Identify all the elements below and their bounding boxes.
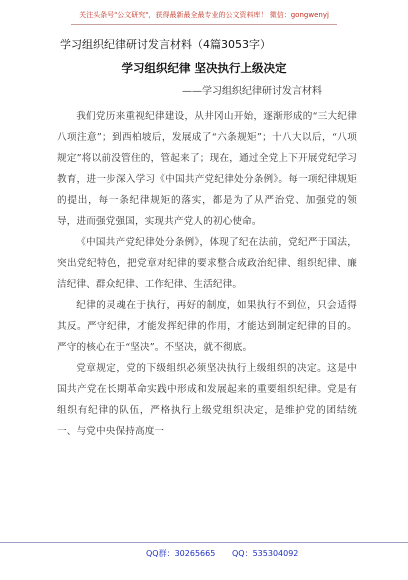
paragraph: 我们党历来重视纪律建设，从井冈山开始，逐渐形成的“三大纪律八项注意”；到西柏坡后，发展成了“六条规矩”；十八大以后，“八项规定”将以前没管住的，管起来了；现在，通过全党上下开展党纪学习教育，进一步深入学习《中国共产党纪律处分条例》。每一项纪律规矩的提出，每一条纪律规矩的落实，都是为了从严治党、加强党的领导，进而强党强国，实现共产党人的初心使命。 [57,111,357,227]
section-heading: 学习组织纪律 坚决执行上级决定 [121,61,287,75]
banner-text: 关注头条号"公文研究"，获得最新最全最专业的公文资料库！ 微信：gongwenyj [71,8,337,25]
footer-qq-group: QQ群：30265665 [146,549,216,558]
top-banner [0,0,408,34]
paragraph: 党章规定，党的下级组织必须坚决执行上级组织的决定。这是中国共产党在长期革命实践中形成和发展起来的重要组织纪律。党是有组织有纪律的队伍，严格执行上级党组织决定，是维护党的团结统一、与党中央保持高度一 [57,363,357,437]
paragraph: 纪律的灵魂在于执行，再好的制度，如果执行不到位，只会适得其反。严守纪律，才能发挥纪律的作用，才能达到制定纪律的目的。严守的核心在于“坚决”。不坚决，就不彻底。 [57,300,357,353]
footer-qq-contact: QQ：535304092 [232,549,299,558]
footer [0,542,408,569]
section-subheading: ——学习组织纪律研讨发言材料 [182,86,322,97]
paragraph: 《中国共产党纪律处分条例》，体现了纪在法前，党纪严于国法，突出党纪特色，把党章对纪律的要求整合成政治纪律、组织纪律、廉洁纪律、群众纪律、工作纪律、生活纪律。 [57,237,357,290]
body-text [57,106,357,442]
document-title: 学习组织纪律研讨发言材料（4篇3053字） [60,38,271,51]
